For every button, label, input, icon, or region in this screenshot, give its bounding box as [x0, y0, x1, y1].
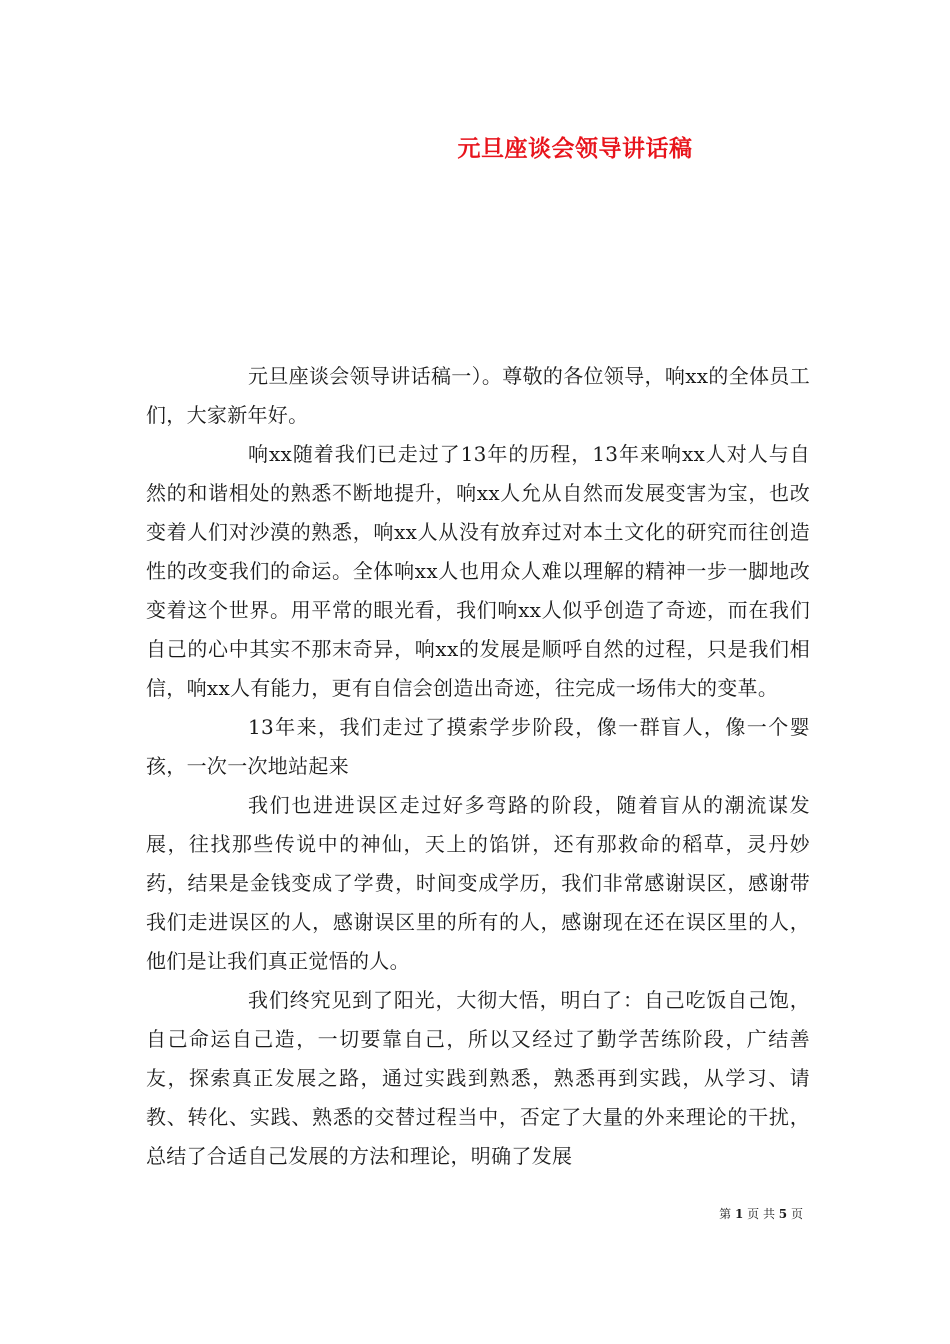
- document-body: [146, 357, 810, 1176]
- footer-prefix: 第: [719, 1207, 732, 1221]
- document-title: 元旦座谈会领导讲话稿: [457, 136, 693, 162]
- paragraph-2: 响xx随着我们已走过了13年的历程，13年来响xx人对人与自然的和谐相处的熟悉不断地提升，响xx人允从自然而发展变害为宝，也改变着人们对沙漠的熟悉，响xx人从没有放弃过对本土文化的研究而往创造性的改变我们的命运。全体响xx人也用众人难以理解的精神一步一脚地改变着这个世界。用平常的眼光看，我们响xx人似乎创造了奇迹，而在我们自己的心中其实不那末奇异，响xx的发展是顺呼自然的过程，只是我们相信，响xx人有能力，更有自信会创造出奇迹，往完成一场伟大的变革。: [146, 442, 810, 700]
- footer-suffix: 页: [790, 1207, 803, 1221]
- paragraph-4: 我们也进进误区走过好多弯路的阶段，随着盲从的潮流谋发展，往找那些传说中的神仙，天上的馅饼，还有那救命的稻草，灵丹妙药，结果是金钱变成了学费，时间变成学历，我们非常感谢误区，感谢带我们走进误区的人，感谢误区里的所有的人，感谢现在还在误区里的人，他们是让我们真正觉悟的人。: [146, 793, 810, 973]
- paragraph-3: 13年来，我们走过了摸索学步阶段，像一群盲人，像一个婴孩，一次一次地站起来: [146, 715, 810, 778]
- paragraph-5: 我们终究见到了阳光，大彻大悟，明白了：自己吃饭自己饱，自己命运自己造，一切要靠自己，所以又经过了勤学苦练阶段，广结善友，探索真正发展之路，通过实践到熟悉，熟悉再到实践，从学习、请教、转化、实践、熟悉的交替过程当中，否定了大量的外来理论的干扰，总结了合适自己发展的方法和理论，明确了发展: [146, 988, 810, 1168]
- page-footer: [719, 1205, 803, 1222]
- footer-page-number: 1: [734, 1207, 744, 1221]
- footer-total-pages: 5: [778, 1207, 788, 1221]
- paragraph-1: 元旦座谈会领导讲话稿一）。尊敬的各位领导，响xx的全体员工们，大家新年好。: [146, 364, 810, 427]
- footer-middle: 页 共: [747, 1207, 775, 1221]
